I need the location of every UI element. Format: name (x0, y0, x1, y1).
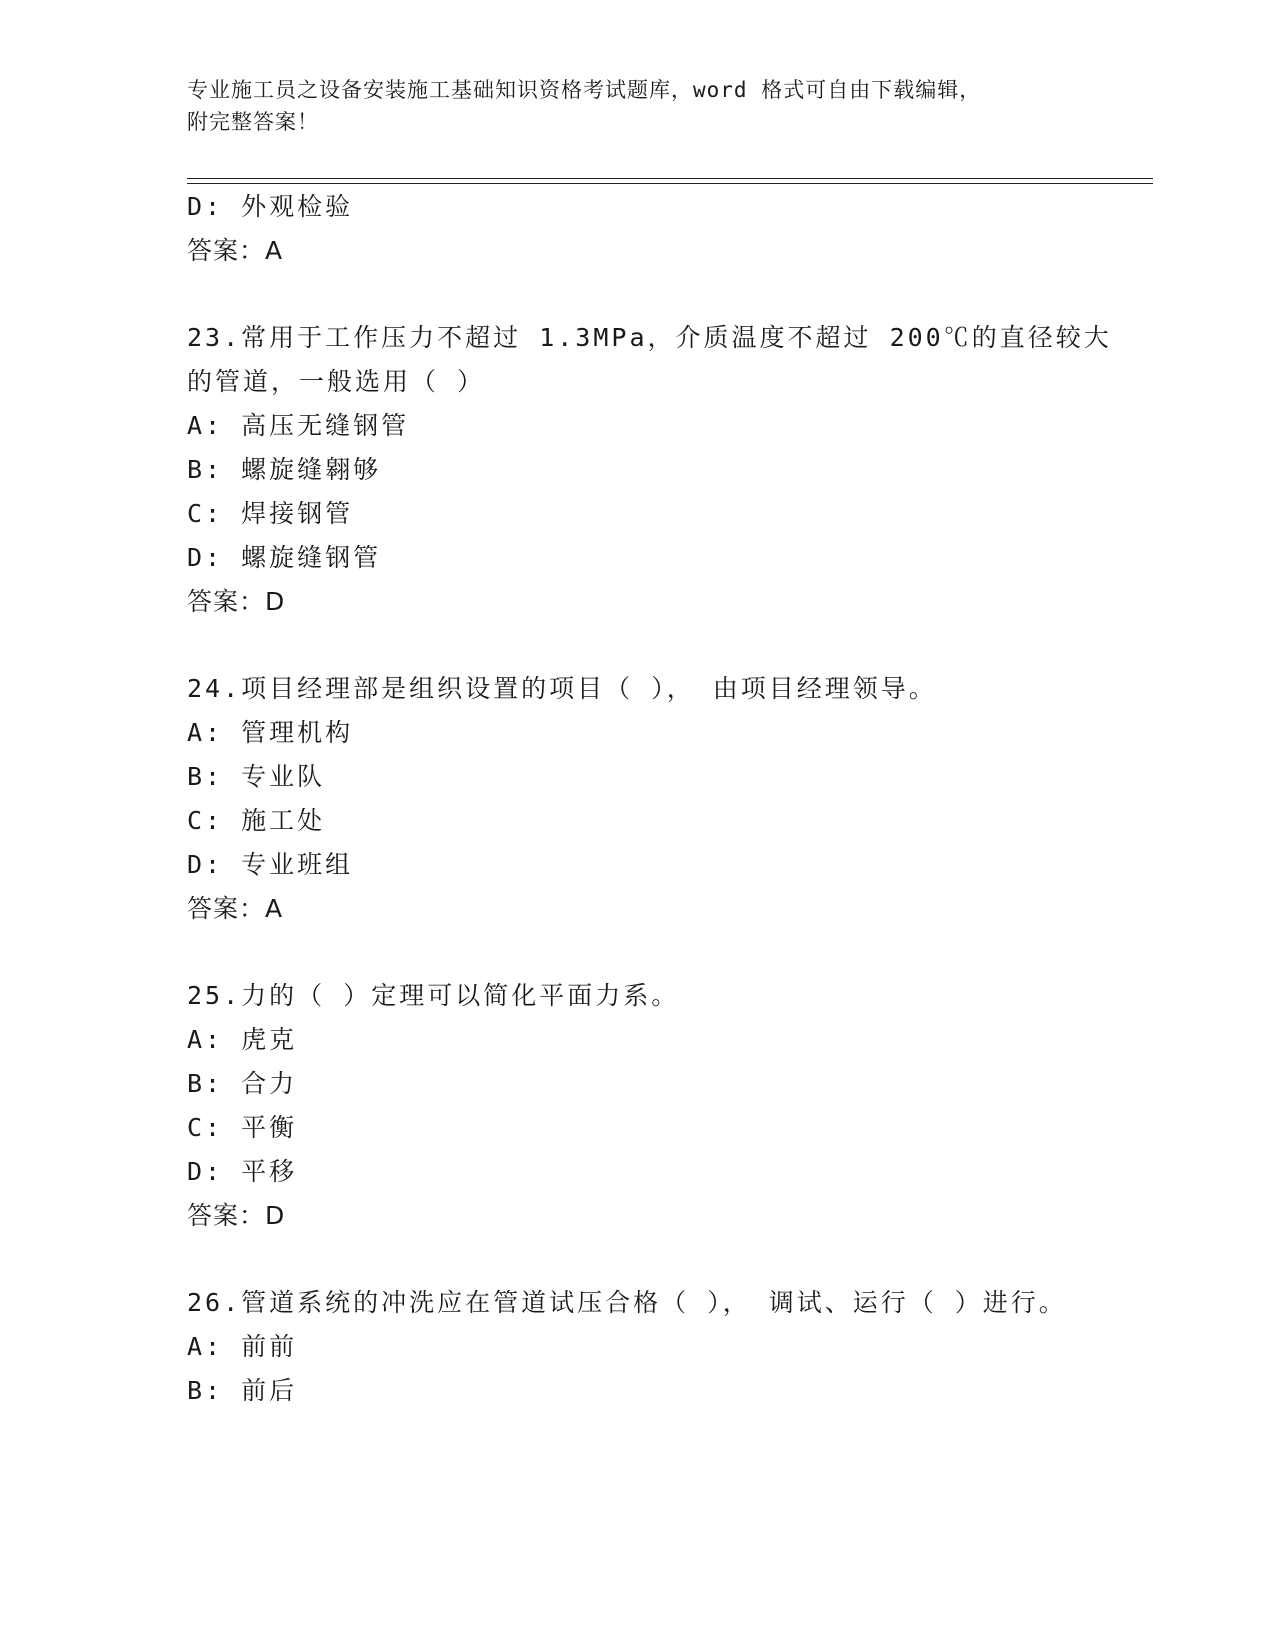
q26-option-b: B: 前后 (187, 1376, 298, 1405)
q23-answer: 答案：D (187, 587, 286, 616)
q24-stem: 24.项目经理部是组织设置的项目（ ）， 由项目经理领导。 (187, 674, 937, 703)
q24-answer: 答案：A (187, 894, 284, 923)
q24-option-c: C: 施工处 (187, 806, 326, 835)
q25-stem: 25.力的（ ）定理可以简化平面力系。 (187, 981, 680, 1010)
document-header (187, 74, 1087, 138)
q23-option-b: B: 螺旋缝翱够 (187, 455, 382, 484)
header-line-1: 专业施工员之设备安装施工基础知识资格考试题库，word 格式可自由下载编辑， (187, 78, 982, 102)
q25-answer: 答案：D (187, 1201, 286, 1230)
prev-option-d: D: 外观检验 (187, 192, 354, 221)
q23-stem-line-2: 的管道，一般选用（ ） (187, 367, 486, 396)
q23-option-d: D: 螺旋缝钢管 (187, 543, 382, 572)
q23-option-c: C: 焊接钢管 (187, 499, 354, 528)
q25-option-d: D: 平移 (187, 1157, 298, 1186)
header-line-2: 附完整答案！ (187, 110, 319, 134)
q24-option-d: D: 专业班组 (187, 850, 354, 879)
q24-option-a: A: 管理机构 (187, 718, 354, 747)
q25-option-a: A: 虎克 (187, 1025, 298, 1054)
q25-option-c: C: 平衡 (187, 1113, 298, 1142)
q26-option-a: A: 前前 (187, 1332, 298, 1361)
q23-stem-line-1: 23.常用于工作压力不超过 1.3MPa，介质温度不超过 200℃的直径较大 (187, 323, 1112, 352)
prev-answer: 答案：A (187, 236, 284, 265)
q25-option-b: B: 合力 (187, 1069, 298, 1098)
q26-stem: 26.管道系统的冲洗应在管道试压合格（ ）， 调试、运行（ ）进行。 (187, 1288, 1067, 1317)
q24-option-b: B: 专业队 (187, 762, 326, 791)
q23-option-a: A: 高压无缝钢管 (187, 411, 410, 440)
header-divider-bottom (187, 183, 1153, 184)
header-divider-top (187, 178, 1153, 179)
